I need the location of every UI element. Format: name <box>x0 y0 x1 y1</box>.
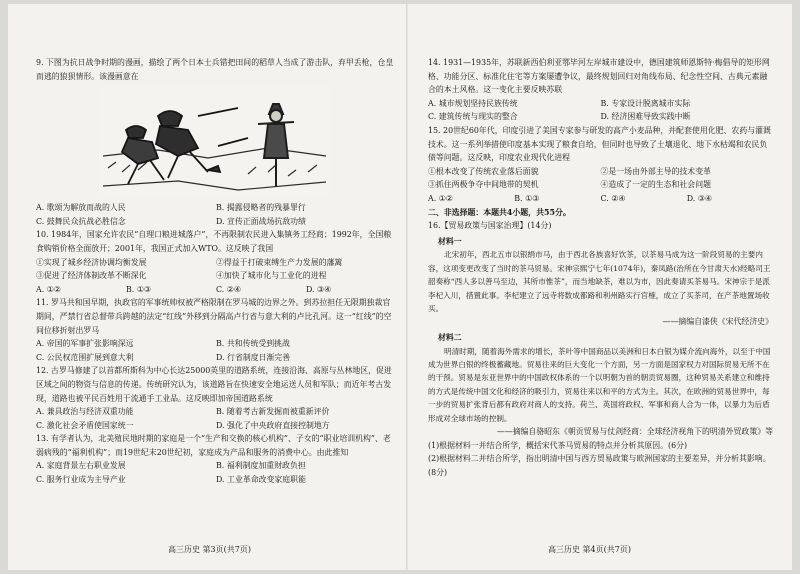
sub-question-2: (2)根据材料二并结合所学，指出明清中国与西方贸易政策与欧洲国家的主要差异，并分析其影响。(8分) <box>428 454 771 477</box>
option-d[interactable]: D. 宣传正面战场抗敌功绩 <box>216 216 306 226</box>
option-b[interactable]: B. 专家设计脱离城市实际 <box>600 98 691 108</box>
page-fold <box>406 4 408 570</box>
question-15-items <box>428 165 773 192</box>
question-9-options <box>36 201 396 228</box>
option-a[interactable]: A. 家庭背景左右职业发展 <box>36 461 126 471</box>
option-b[interactable]: B. 福利制度加重财政负担 <box>216 461 306 471</box>
material-1-text: 北宋初年，西北五市以银绢市马，由于西北各族喜好饮茶，以茶易马成为这一阶段贸易的主要内容，这项变更改变了当时的茶马贸易。宋神宗熙宁七年(1074年)，秦凤路(治所在今甘肃天水)经略司王韶奏称“西人多以善马至边，其所市惟茶”，而当地缺茶，难以为市，因此奏请买茶易马。宋神宗于是派李杞入川，措置此事。李杞建立了远寺将数成都路和利州路实行官榷，成立了买茶司，在产茶地置场收买。 <box>428 250 771 313</box>
material-2-title: 材料二 <box>438 332 462 342</box>
option-b[interactable]: B. ①③ <box>126 284 151 294</box>
option-d[interactable]: D. 强化了中央政府直接控制地方 <box>216 420 330 430</box>
question-14-options <box>428 97 773 124</box>
question-15-options <box>428 192 773 206</box>
question-11-options <box>36 337 396 364</box>
statement-3: ③促进了经济体制改革不断深化 <box>36 271 147 281</box>
page-footer-right: 高三历史 第4页(共7页) <box>548 545 631 554</box>
option-a[interactable]: A. 城市规划坚持民族传统 <box>428 98 518 108</box>
option-a[interactable]: A. ①② <box>36 284 61 294</box>
question-16: 16.【贸易政策与国家治理】(14分) <box>428 221 552 231</box>
statement-2: ②得益于打破束缚生产力发展的藩篱 <box>216 257 343 267</box>
statement-3: ③抓住两极争夺中间地带的契机 <box>428 180 539 190</box>
question-10-options <box>36 283 396 297</box>
exam-sheet <box>8 4 792 570</box>
section-heading: 二、非选择题：本题共4小题，共55分。 <box>428 207 571 217</box>
option-d[interactable]: D. 经济困难导致实践中断 <box>600 112 691 122</box>
option-c[interactable]: C. 公民权范围扩展到意大利 <box>36 352 134 362</box>
option-b[interactable]: B. 共和传统受到挑战 <box>216 339 290 349</box>
option-d[interactable]: D. 工业革命改变家庭职能 <box>216 475 306 485</box>
statement-1: ①根本改变了传统农业落后面貌 <box>428 166 539 176</box>
option-c[interactable]: C. 鼓舞民众抗战必胜信念 <box>36 216 126 226</box>
cartoon-image <box>98 86 330 198</box>
option-d[interactable]: D. 行省制度日渐完善 <box>216 352 291 362</box>
question-10-items <box>36 256 396 283</box>
option-b[interactable]: B. 随着考古新发掘而被重新评价 <box>216 407 330 417</box>
statement-2: ②是一场由外部主导的技术变革 <box>600 166 711 176</box>
option-a[interactable]: A. 帝国的军事扩张影响深远 <box>36 339 134 349</box>
statement-4: ④造成了一定的生态和社会问题 <box>600 180 711 190</box>
option-c[interactable]: C. 激化社会矛盾使国家统一 <box>36 420 134 430</box>
sub-question-1: (1)根据材料一并结合所学，概括宋代茶马贸易的特点并分析其原因。(6分) <box>428 440 688 450</box>
material-2-text: 明清时期，随着海外需求的增长，茶叶等中国商品以美洲和日本白银为媒介流向海外，以至于中国成为世界白银的终极蓄藏地。贸易往来的巨大变化一个方面，另一方面是国家权力对国际贸易无所不在的干预。贸易是东亚世界中的中国政权体系的一个以明朝为首的朝贡贸易圈，这种贸易关系建立和维持的方式是传统中国文化和经济的吸引力，贸易往来以和平的方式为主。其次，在欧洲的贸易世界中，每一步的贸易扩张背后都有政府对商人的支持。荷兰、英国将政权、军事和商人合为一体，以暴力为后盾形成对全球市场的控制。 <box>428 346 771 423</box>
option-c[interactable]: C. 服务行业成为主导产业 <box>36 475 126 485</box>
material-2-source: ——摘编自骆昭东《朝贡贸易与仗剑经商：全球经济视角下的明清外贸政策》等 <box>496 426 773 436</box>
question-12: 12. 古罗马修建了以首都所斯科为中心长达25000英里的道路系统，连接沿海、高原与丛林地区，促进区域之间的物资与信息的传递。传统研究认为，该道路旨在快速安全地运送人员和军队；而近年考古发现，道路也被平民百姓用于流通手工业品。这反映即加帝国道路系统 <box>36 366 392 403</box>
question-11: 11. 罗马共和国早期，执政官的军事统帅权被严格限制在罗马城的边界之外。到苏拉担任无限期独裁官期间，严禁行省总督带兵跨越的法定“红线”外移到分隔高卢行省与意大利的卢比孔河。这一“红线”的空间位移折射出罗马 <box>36 298 392 335</box>
option-c[interactable]: C. 建筑传统与现实的整合 <box>428 112 518 122</box>
material-1-title: 材料一 <box>438 236 462 246</box>
option-d[interactable]: D. ③④ <box>306 284 332 294</box>
question-15: 15. 20世纪60年代，印度引进了美国专家参与研发的高产小麦品种，并配套使用化肥、农药与灌溉技术。这一系列举措使印度基本实现了粮食自给，但同时也导致了土壤退化、地下水枯竭和农民负债等问题。这反映，印度农业现代化进程 <box>428 125 771 163</box>
option-d[interactable]: D. ③④ <box>686 193 712 203</box>
page-footer-left: 高三历史 第3页(共7页) <box>168 545 251 554</box>
question-13: 13. 有学者认为，北美殖民地时期的家庭是一个“生产和交换的核心机构”、子女的“职业培训机构”、老弱病残的“福利机构”；而19世纪末20世纪初，家庭成为产品和服务的消费中心。由此推知 <box>36 434 391 457</box>
option-c[interactable]: C. ②④ <box>216 284 241 294</box>
left-page <box>36 56 396 487</box>
option-a[interactable]: A. 兼具政治与经济双重功能 <box>36 407 134 417</box>
option-b[interactable]: B. ①③ <box>514 193 540 203</box>
question-13-options <box>36 459 396 486</box>
question-14: 14. 1931—1935年，苏联新西伯利亚鄂毕河左岸城市建设中，德国建筑师恩斯特·梅倡导的矩形网格、功能分区、标准化住宅等方案屡遭争议，最终规划回归对角线布局、纪念性空间、古典元素融合的本土风格。这一变化主要反映苏联 <box>428 58 770 95</box>
option-a[interactable]: A. 歌颂为解放而战的人民 <box>36 203 126 213</box>
question-10: 10. 1984年，国家允许农民“自理口粮进城落户”，不再限制农民进入集镇务工经商；1992年，全国粮食购销价格全面放开；2001年，我国正式加入WTO。这反映了我国 <box>36 230 392 253</box>
question-12-options <box>36 405 396 432</box>
option-b[interactable]: B. 揭露侵略者的残暴罪行 <box>216 203 306 213</box>
option-a[interactable]: A. ①② <box>428 193 453 203</box>
option-c[interactable]: C. ②④ <box>600 193 626 203</box>
statement-4: ④加快了城市化与工业化的进程 <box>216 271 327 281</box>
material-1-source: ——摘编自漆侠《宋代经济史》 <box>662 317 773 327</box>
question-9: 9. 下图为抗日战争时期的漫画，描绘了两个日本士兵错把田间的稻草人当成了游击队，弃甲丢枪，仓皇而逃的狼狈情形。该漫画意在 <box>36 58 394 81</box>
statement-1: ①实现了城乡经济协调均衡发展 <box>36 257 147 267</box>
right-page <box>428 56 773 479</box>
